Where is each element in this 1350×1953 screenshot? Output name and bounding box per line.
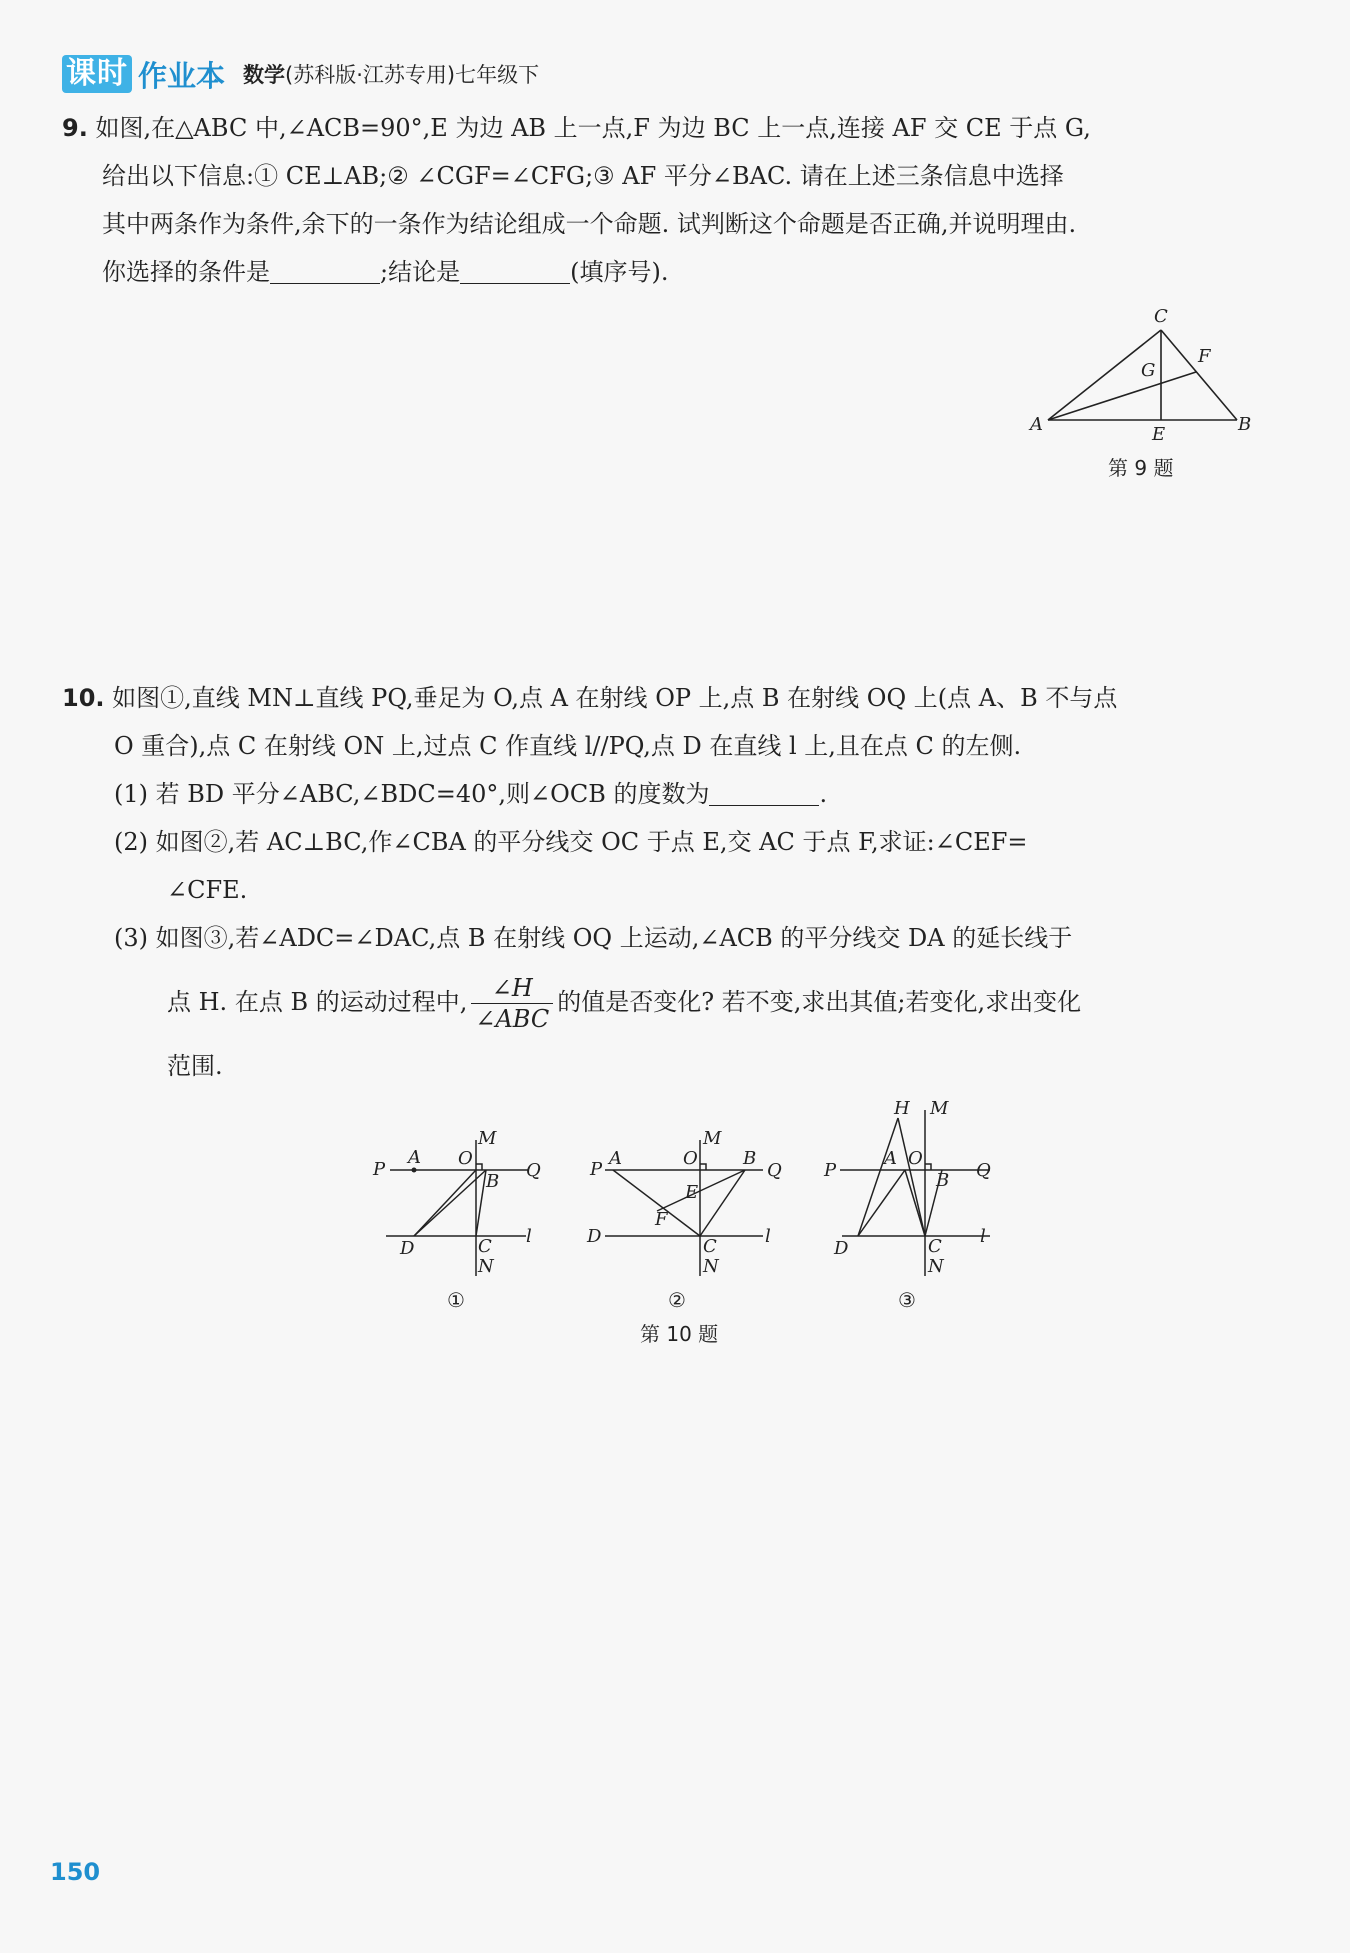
label-E: E <box>1152 424 1166 445</box>
figure-9 <box>1020 300 1260 450</box>
label-D: D <box>587 1226 602 1247</box>
label-A: A <box>609 1148 622 1169</box>
label-O: O <box>683 1148 698 1169</box>
figure-mark: ② <box>668 1288 686 1312</box>
label-O: O <box>458 1148 473 1169</box>
label-l: l <box>980 1226 986 1247</box>
label-H: H <box>894 1100 910 1119</box>
label-Q: Q <box>767 1160 782 1181</box>
label-C: C <box>703 1236 717 1257</box>
fraction: $\frac{\angle H}{\text{∠ABC}}$ <box>471 973 553 1034</box>
label-P: P <box>590 1159 603 1180</box>
label-F: F <box>655 1209 668 1230</box>
label-B: B <box>486 1171 500 1192</box>
label-A: A <box>1030 414 1043 435</box>
label-Q: Q <box>526 1160 541 1181</box>
label-G: G <box>1141 360 1156 381</box>
q10-part-3: (3) 如图③,若∠ADC=∠DAC,点 B 在射线 OQ 上运动,∠ACB 的平分线交 DA 的延长线于 <box>114 924 1073 952</box>
label-l: l <box>526 1226 532 1247</box>
q10-part-2: (2) 如图②,若 AC⊥BC,作∠CBA 的平分线交 OC 于点 E,交 AC 于点 F,求证:∠CEF= <box>114 828 1028 856</box>
figure-10-1 <box>368 1128 548 1298</box>
q10-part-2-cont: ∠CFE. <box>167 876 248 904</box>
answer-blank[interactable] <box>709 779 819 806</box>
q9-answer-line: 你选择的条件是 ;结论是 (填序号). <box>102 258 669 286</box>
brand-logo: 课时 <box>62 55 132 93</box>
question-number: 10. <box>62 684 105 712</box>
label-O: O <box>908 1148 923 1169</box>
page-number: 150 <box>50 1858 101 1886</box>
brand-name: 作业本 <box>138 58 226 93</box>
answer-blank[interactable] <box>460 257 570 284</box>
label-C: C <box>1154 306 1168 327</box>
label-N: N <box>703 1256 719 1277</box>
q9-text-line: 其中两条作为条件,余下的一条作为结论组成一个命题. 试判断这个命题是否正确,并说明理由. <box>102 210 1077 238</box>
label-C: C <box>928 1236 942 1257</box>
label-l: l <box>765 1226 771 1247</box>
figure-10-3 <box>820 1100 1010 1300</box>
label-C: C <box>478 1236 492 1257</box>
q9-text-line: 给出以下信息:① CE⊥AB;② ∠CGF=∠CFG;③ AF 平分∠BAC. 请在上述三条信息中选择 <box>102 162 1064 190</box>
question-9 <box>62 104 1091 296</box>
question-number: 9. <box>62 114 88 142</box>
figure-mark: ③ <box>898 1288 916 1312</box>
label-D: D <box>834 1238 849 1259</box>
figure-9-caption: 第 9 题 <box>1108 456 1174 480</box>
figure-10-2 <box>585 1128 785 1298</box>
q10-part-3-end: 范围. <box>167 1052 223 1080</box>
q10-part-3-cont: 点 H. 在点 B 的运动过程中, $\frac{\angle H}{\text{∠ABC}}$ 的值是否变化? 若不变,求出其值;若变化,求出变化 <box>167 974 1082 1033</box>
label-A: A <box>884 1148 897 1169</box>
label-M: M <box>930 1100 949 1119</box>
subject-title: 数学(苏科版·江苏专用)七年级下 <box>243 63 540 87</box>
label-P: P <box>373 1159 386 1180</box>
q9-text-line: 如图,在△ABC 中,∠ACB=90°,E 为边 AB 上一点,F 为边 BC 上一点,连接 AF 交 CE 于点 G, <box>95 114 1091 142</box>
label-B: B <box>1238 414 1252 435</box>
figure-mark: ① <box>447 1288 465 1312</box>
label-M: M <box>703 1128 722 1149</box>
label-M: M <box>478 1128 497 1149</box>
page-header <box>62 54 539 94</box>
label-A: A <box>408 1147 421 1168</box>
figure-10-caption: 第 10 题 <box>640 1322 719 1346</box>
label-F: F <box>1198 346 1211 367</box>
q10-part-1: (1) 若 BD 平分∠ABC,∠BDC=40°,则∠OCB 的度数为 . <box>114 780 828 808</box>
q10-text-line: O 重合),点 C 在射线 ON 上,过点 C 作直线 l//PQ,点 D 在直线 l 上,且在点 C 的左侧. <box>114 732 1022 760</box>
label-N: N <box>478 1256 494 1277</box>
q10-text-line: 如图①,直线 MN⊥直线 PQ,垂足为 O,点 A 在射线 OP 上,点 B 在射线 OQ 上(点 A、B 不与点 <box>112 684 1118 712</box>
label-D: D <box>400 1238 415 1259</box>
label-P: P <box>824 1160 837 1181</box>
label-E: E <box>685 1182 699 1203</box>
question-10 <box>62 674 1117 1090</box>
label-B: B <box>743 1148 757 1169</box>
label-B: B <box>936 1170 950 1191</box>
answer-blank[interactable] <box>270 257 380 284</box>
label-Q: Q <box>976 1160 991 1181</box>
label-N: N <box>928 1256 944 1277</box>
